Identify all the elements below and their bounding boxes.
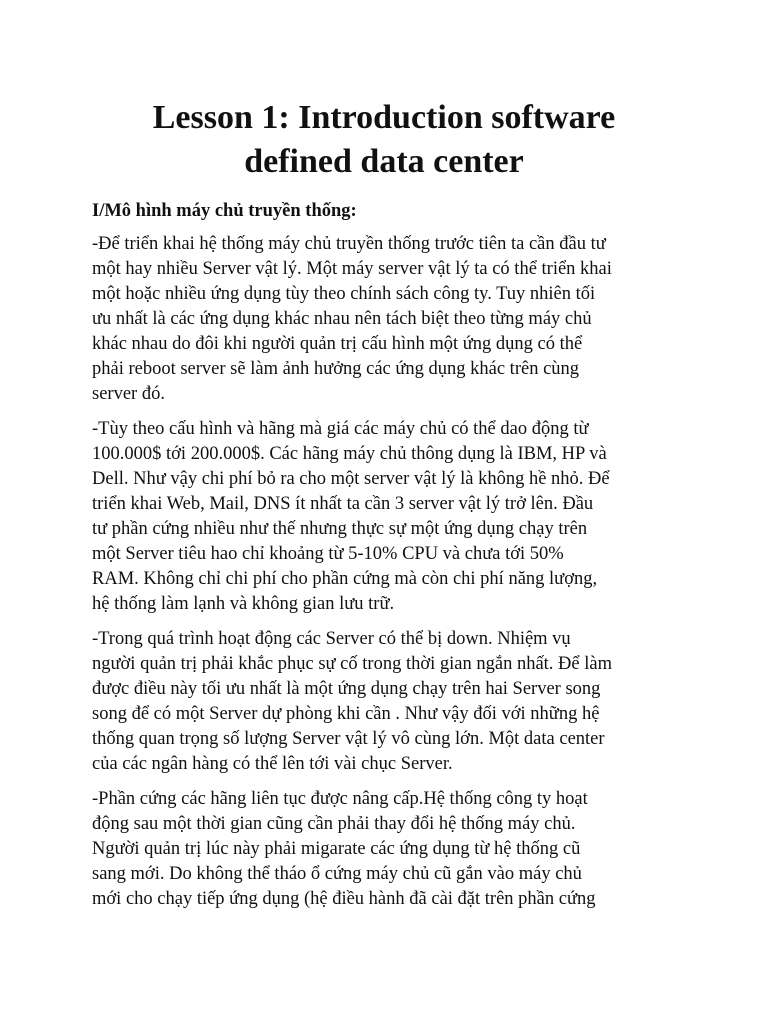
section-heading: I/Mô hình máy chủ truyền thống: [92, 201, 357, 221]
text-line: Dell. Như vậy chi phí bỏ ra cho một server vật lý là không hề nhỏ. Để [92, 469, 610, 489]
text-line: -Trong quá trình hoạt động các Server có thể bị down. Nhiệm vụ [92, 629, 571, 649]
text-line: một Server tiêu hao chỉ khoảng từ 5-10% CPU và chưa tới 50% [92, 544, 564, 564]
text-line: động sau một thời gian cũng cần phải thay đổi hệ thống máy chủ. [92, 814, 576, 834]
text-line: thống quan trọng số lượng Server vật lý vô cùng lớn. Một data center [92, 729, 605, 749]
text-line: -Phần cứng các hãng liên tục được nâng cấp.Hệ thống công ty hoạt [92, 789, 588, 809]
paragraph [92, 417, 678, 617]
text-line: RAM. Không chỉ chi phí cho phần cứng mà còn chi phí năng lượng, [92, 569, 598, 589]
text-line: Người quản trị lúc này phải migarate các ứng dụng từ hệ thống cũ [92, 839, 581, 859]
text-line: một hoặc nhiều ứng dụng tùy theo chính sách công ty. Tuy nhiên tối [92, 284, 596, 304]
title-line: Lesson 1: Introduction software [152, 99, 616, 136]
paragraph [92, 232, 678, 407]
text-line: song để có một Server dự phòng khi cần . Như vậy đối với những hệ [92, 704, 600, 724]
text-line: ưu nhất là các ứng dụng khác nhau nên tách biệt theo từng máy chủ [92, 309, 592, 329]
text-line: một hay nhiều Server vật lý. Một máy server vật lý ta có thể triển khai [92, 259, 612, 279]
text-line: sang mới. Do không thể tháo ổ cứng máy chủ cũ gắn vào máy chủ [92, 864, 582, 884]
document-body [92, 198, 678, 922]
text-line: của các ngân hàng có thể lên tới vài chục Server. [92, 754, 453, 774]
text-line: khác nhau do đôi khi người quản trị cấu hình một ứng dụng có thể [92, 334, 583, 354]
text-line: server đó. [92, 384, 165, 404]
text-line: -Để triển khai hệ thống máy chủ truyền thống trước tiên ta cần đầu tư [92, 234, 606, 254]
text-line: hệ thống làm lạnh và không gian lưu trữ. [92, 594, 395, 614]
text-line: triển khai Web, Mail, DNS ít nhất ta cần 3 server vật lý trở lên. Đầu [92, 494, 594, 514]
text-line: 100.000$ tới 200.000$. Các hãng máy chủ thông dụng là IBM, HP và [92, 444, 607, 464]
text-line: phải reboot server sẽ làm ảnh hưởng các ứng dụng khác trên cùng [92, 359, 580, 379]
paragraph [92, 787, 678, 912]
title-line: defined data center [244, 143, 524, 180]
page-title [90, 96, 678, 184]
text-line: người quản trị phải khắc phục sự cố trong thời gian ngắn nhất. Để làm [92, 654, 612, 674]
paragraph [92, 627, 678, 777]
text-line: được điều này tối ưu nhất là một ứng dụng chạy trên hai Server song [92, 679, 601, 699]
text-line: -Tùy theo cấu hình và hãng mà giá các máy chủ có thể dao động từ [92, 419, 589, 439]
text-line: mới cho chạy tiếp ứng dụng (hệ điều hành đã cài đặt trên phần cứng [92, 889, 596, 909]
text-line: tư phần cứng nhiều như thế nhưng thực sự một ứng dụng chạy trên [92, 519, 588, 539]
